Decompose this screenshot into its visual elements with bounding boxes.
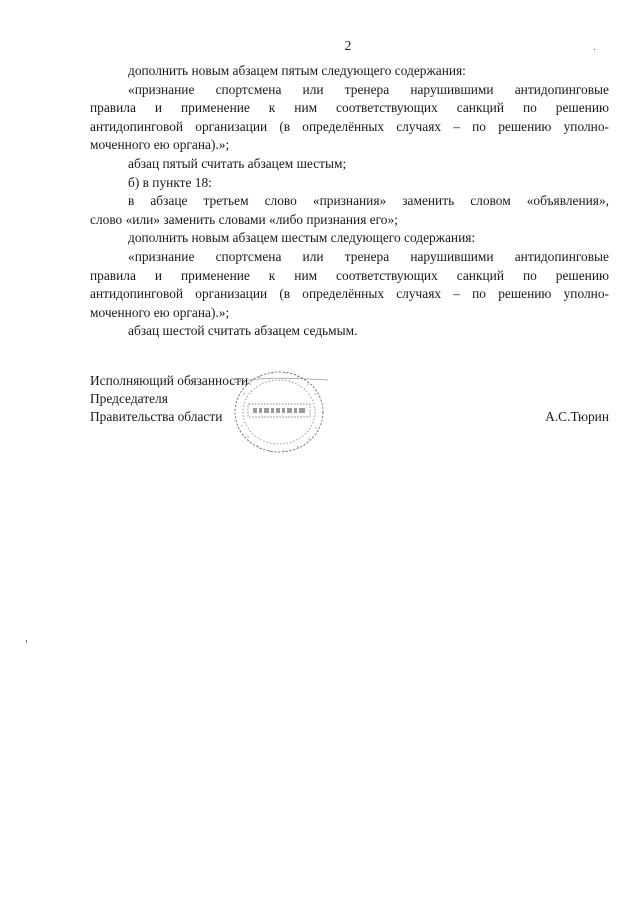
paragraph-line: антидопинговой организации (в определённых случаях – по решению уполно- (90, 286, 609, 302)
signatory-title-line: Председателя (90, 391, 168, 406)
paragraph-line: правила и применение к ним соответствующих санкций по решению (90, 267, 609, 283)
paragraph (90, 192, 609, 229)
paragraph-line: «признание спортсмена или тренера нарушившими антидопинговые (128, 249, 609, 264)
paragraph-line: антидопинговой организации (в определённых случаях – по решению уполно- (90, 118, 609, 134)
paragraph-line: слово «или» заменить словами «либо признания его»; (90, 211, 398, 227)
signatory-name: А.С.Тюрин (545, 409, 609, 424)
signatory-title-line: Исполняющий обязанности (90, 373, 249, 388)
paragraph: абзац шестой считать абзацем седьмым. (128, 323, 358, 339)
paragraph (90, 81, 609, 155)
paragraph: дополнить новым абзацем шестым следующего содержания: (128, 230, 476, 246)
paragraph-line: моченного ею органа).»; (90, 304, 230, 320)
scan-speck (594, 49, 595, 50)
paragraph: дополнить новым абзацем пятым следующего содержания: (128, 63, 466, 78)
page-number: 2 (344, 38, 352, 53)
paragraph (90, 248, 609, 322)
paragraph-line: «признание спортсмена или тренера нарушившими антидопинговые (128, 81, 609, 97)
paragraph: абзац пятый считать абзацем шестым; (128, 156, 347, 171)
official-seal-stamp (224, 366, 334, 458)
signatory-title-line: Правительства области (90, 409, 223, 424)
paragraph-line: правила и применение к ним соответствующих санкций по решению (90, 100, 609, 116)
paragraph-line: моченного ею органа).»; (90, 137, 230, 153)
paragraph: б) в пункте 18: (128, 174, 212, 190)
scan-speck (26, 640, 27, 643)
paragraph-line: в абзаце третьем слово «признания» заменить словом «объявления», (128, 193, 609, 209)
